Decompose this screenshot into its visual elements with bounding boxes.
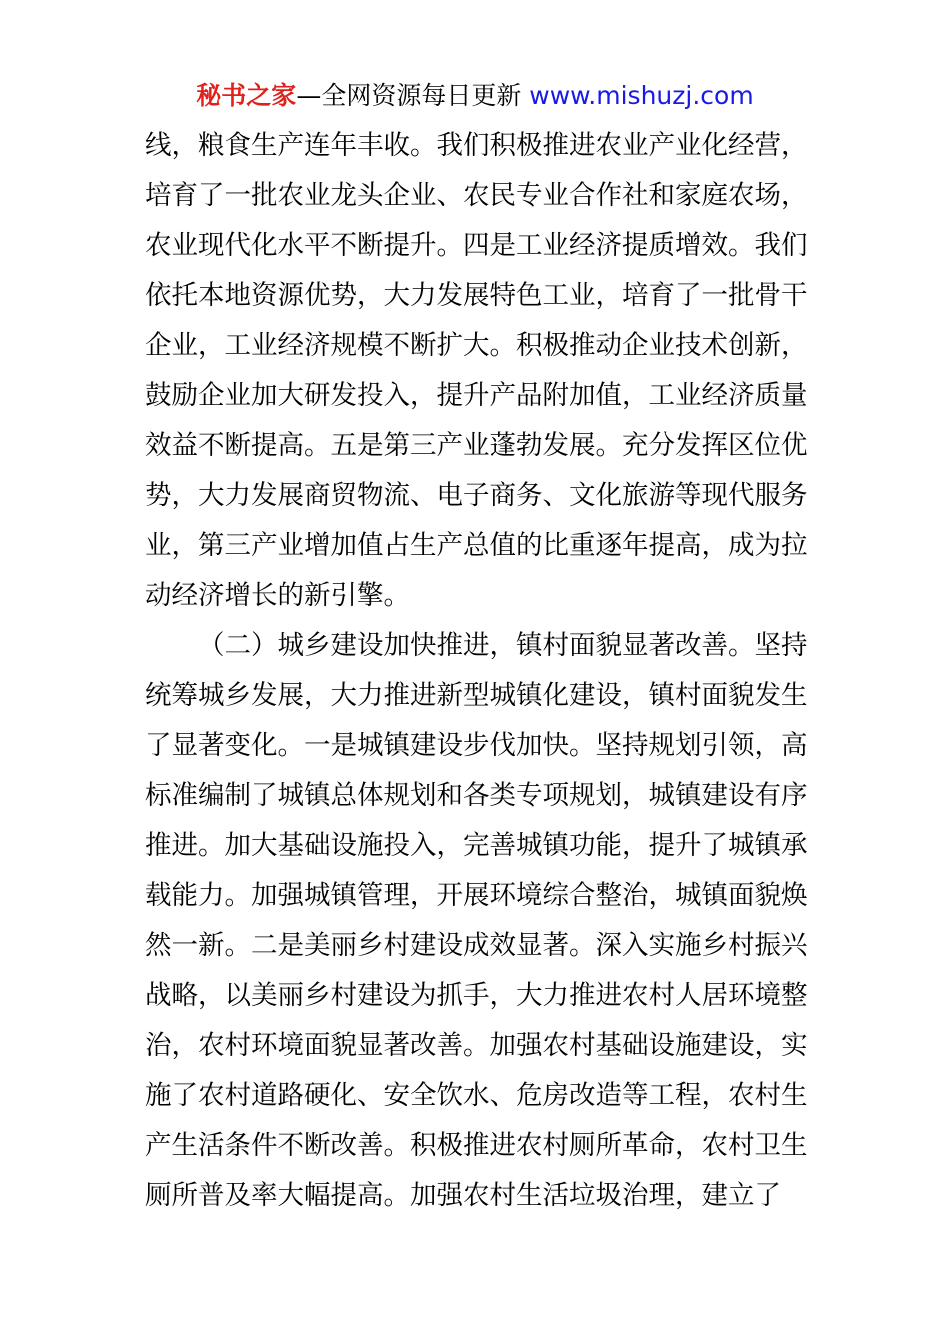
text-line: 厕所普及率大幅提高。加强农村生活垃圾治理，建立了 — [145, 1180, 781, 1211]
text-line: 然一新。二是美丽乡村建设成效显著。深入实施乡村振兴 — [145, 930, 808, 961]
text-line: 动经济增长的新引擎。 — [145, 580, 410, 611]
text-line: 战略，以美丽乡村建设为抓手，大力推进农村人居环境整 — [145, 980, 808, 1011]
text-line: 施了农村道路硬化、安全饮水、危房改造等工程，农村生 — [145, 1080, 808, 1111]
text-line: 鼓励企业加大研发投入，提升产品附加值，工业经济质量 — [145, 380, 808, 411]
text-line: 统筹城乡发展，大力推进新型城镇化建设，镇村面貌发生 — [145, 680, 808, 711]
text-line: 产生活条件不断改善。积极推进农村厕所革命，农村卫生 — [145, 1130, 808, 1161]
text-line: 农业现代化水平不断提升。四是工业经济提质增效。我们 — [145, 230, 808, 261]
text-line: 标准编制了城镇总体规划和各类专项规划，城镇建设有序 — [145, 780, 808, 811]
text-line: 企业，工业经济规模不断扩大。积极推动企业技术创新， — [145, 330, 808, 361]
text-line: 培育了一批农业龙头企业、农民专业合作社和家庭农场， — [145, 180, 808, 211]
section-heading-line: （二）城乡建设加快推进，镇村面貌显著改善。坚持 — [198, 630, 808, 661]
site-brand: 秘书之家 — [196, 81, 297, 110]
text-line: 推进。加大基础设施投入，完善城镇功能，提升了城镇承 — [145, 830, 808, 861]
text-line: 势，大力发展商贸物流、电子商务、文化旅游等现代服务 — [145, 480, 808, 511]
text-line: 依托本地资源优势，大力发展特色工业，培育了一批骨干 — [145, 280, 808, 311]
site-url-link[interactable]: www.mishuzj.com — [529, 81, 754, 110]
document-body — [145, 121, 811, 1221]
text-line: 载能力。加强城镇管理，开展环境综合整治，城镇面貌焕 — [145, 880, 808, 911]
text-line: 业，第三产业增加值占生产总值的比重逐年提高，成为拉 — [145, 530, 808, 561]
text-line: 效益不断提高。五是第三产业蓬勃发展。充分发挥区位优 — [145, 430, 808, 461]
page-header — [0, 78, 950, 114]
text-line: 治，农村环境面貌显著改善。加强农村基础设施建设，实 — [145, 1030, 808, 1061]
text-line: 线，粮食生产连年丰收。我们积极推进农业产业化经营， — [145, 130, 808, 161]
site-slogan: —全网资源每日更新 — [296, 81, 530, 110]
text-line: 了显著变化。一是城镇建设步伐加快。坚持规划引领，高 — [145, 730, 808, 761]
